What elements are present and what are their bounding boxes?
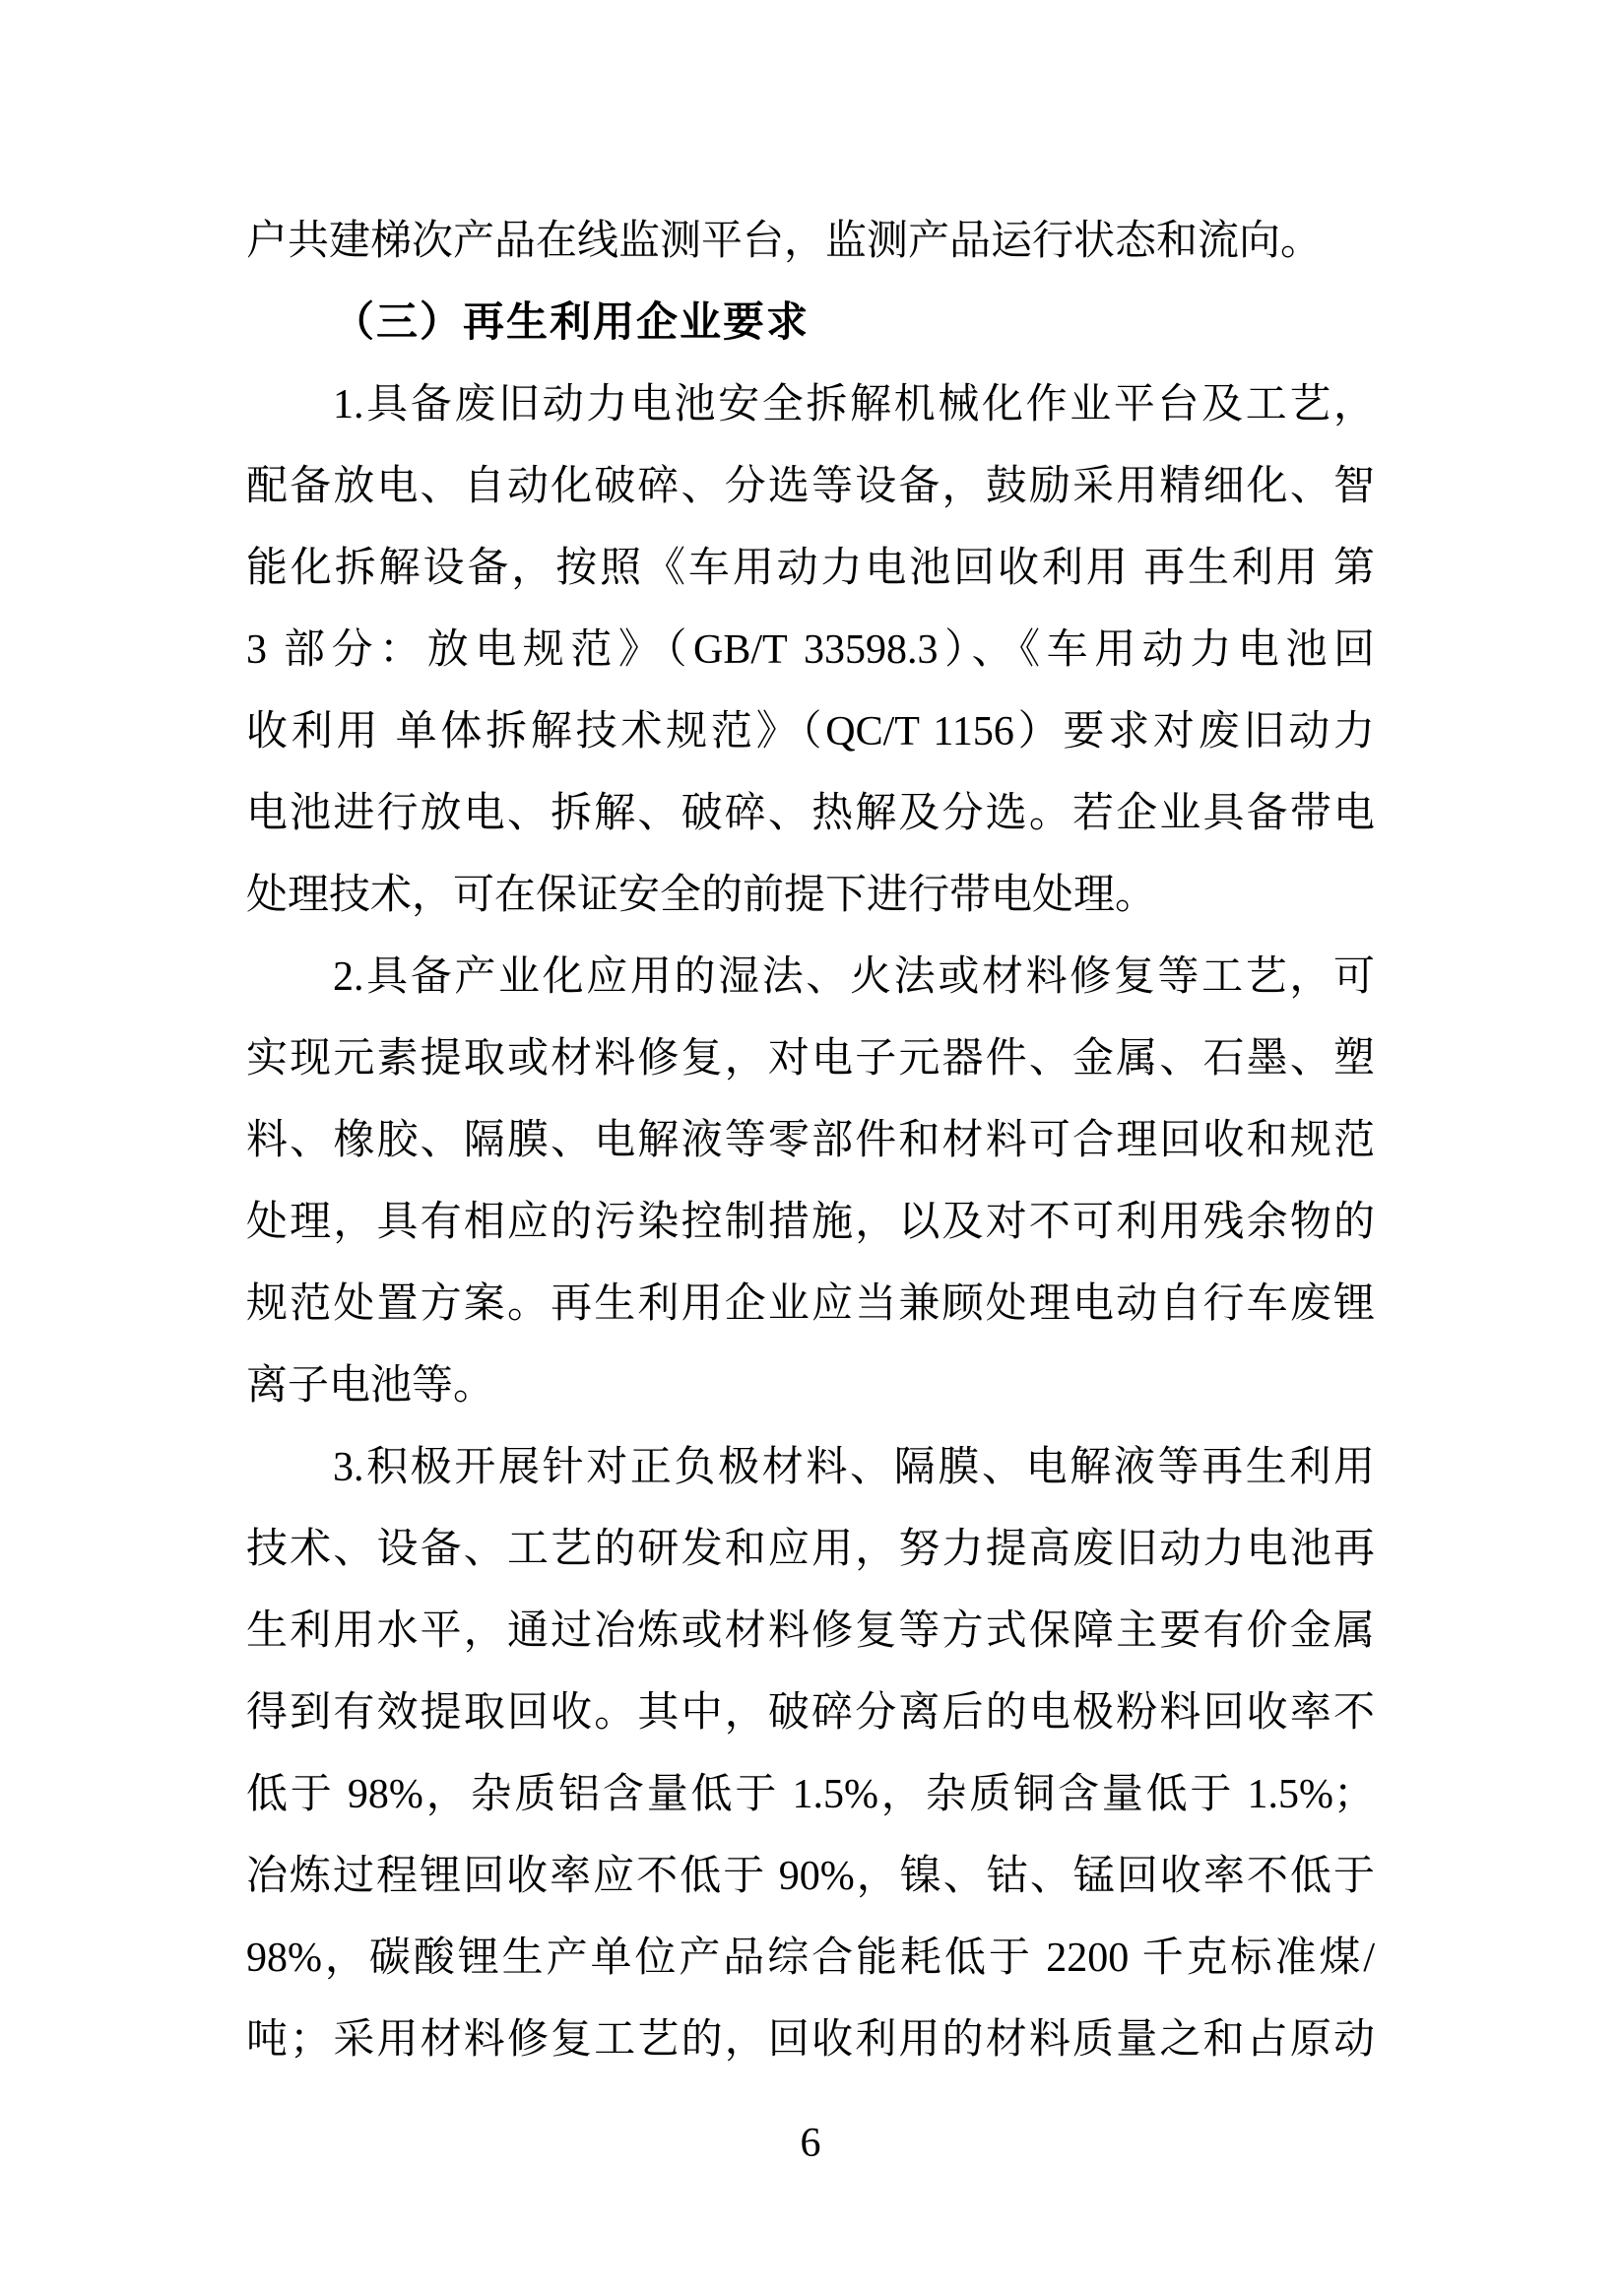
text-line: 冶炼过程锂回收率应不低于 90%，镍、钴、锰回收率不低于 (246, 1854, 1375, 1899)
text-line: 得到有效提取回收。其中，破碎分离后的电极粉料回收率不 (246, 1690, 1375, 1736)
text-line: （三）再生利用企业要求 (333, 300, 810, 346)
paragraph-item-1 (246, 364, 1375, 937)
text-line: 低于 98%，杂质铝含量低于 1.5%，杂质铜含量低于 1.5%； (246, 1772, 1375, 1817)
paragraph-continuation (246, 201, 1375, 283)
paragraph-item-2 (246, 937, 1375, 1427)
document-body (246, 201, 1375, 2081)
text-line: 户共建梯次产品在线监测平台，监测产品运行状态和流向。 (246, 219, 1323, 264)
section-heading (246, 283, 1375, 364)
text-line: 2.具备产业化应用的湿法、火法或材料修复等工艺，可 (333, 954, 1375, 1000)
text-line: 规范处置方案。再生利用企业应当兼顾处理电动自行车废锂 (246, 1281, 1375, 1327)
text-line: 技术、设备、工艺的研发和应用，努力提高废旧动力电池再 (246, 1527, 1375, 1572)
text-line: 离子电池等。 (246, 1363, 495, 1409)
text-line: 处理，具有相应的污染控制措施，以及对不可利用残余物的 (246, 1200, 1375, 1245)
text-line: 98%，碳酸锂生产单位产品综合能耗低于 2200 千克标准煤/ (246, 1935, 1375, 1981)
text-line: 1.具备废旧动力电池安全拆解机械化作业平台及工艺， (333, 382, 1375, 427)
page-number: 6 (800, 2121, 821, 2166)
text-line: 收利用 单体拆解技术规范》（QC/T 1156）要求对废旧动力 (246, 709, 1375, 754)
text-line: 生利用水平，通过冶炼或材料修复等方式保障主要有价金属 (246, 1608, 1375, 1654)
text-line: 3.积极开展针对正负极材料、隔膜、电解液等再生利用 (333, 1445, 1375, 1490)
text-line: 实现元素提取或材料修复，对电子元器件、金属、石墨、塑 (246, 1036, 1375, 1082)
text-line: 能化拆解设备，按照《车用动力电池回收利用 再生利用 第 (246, 546, 1375, 591)
text-line: 处理技术，可在保证安全的前提下进行带电处理。 (246, 873, 1157, 918)
text-line: 料、橡胶、隔膜、电解液等零部件和材料可合理回收和规范 (246, 1118, 1375, 1163)
text-line: 配备放电、自动化破碎、分选等设备，鼓励采用精细化、智 (246, 464, 1375, 509)
paragraph-item-3 (246, 1427, 1375, 2081)
text-line: 吨；采用材料修复工艺的，回收利用的材料质量之和占原动 (246, 2017, 1375, 2063)
text-line: 3 部分：放电规范》（GB/T 33598.3）、《车用动力电池回 (246, 627, 1375, 673)
text-line: 电池进行放电、拆解、破碎、热解及分选。若企业具备带电 (246, 791, 1375, 836)
